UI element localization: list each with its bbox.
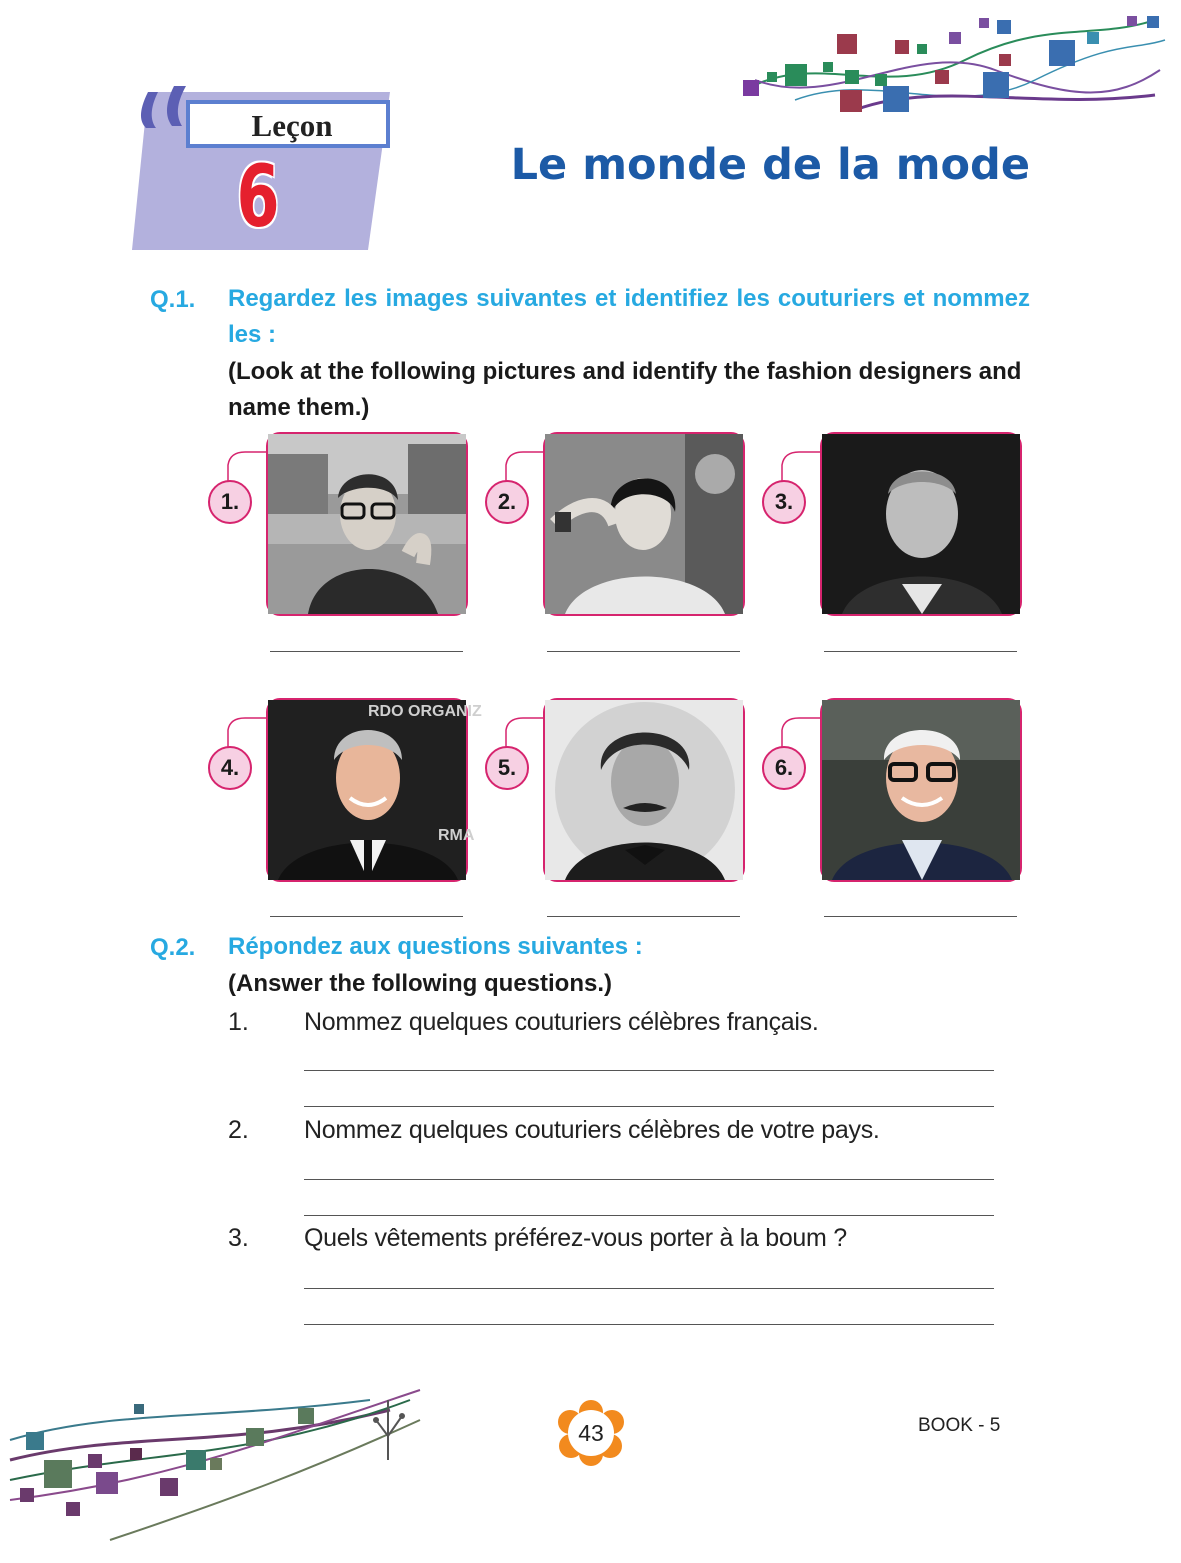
answer-line[interactable] — [304, 1288, 994, 1289]
lesson-number: 6 — [236, 147, 280, 247]
designer-photo-3 — [820, 432, 1022, 616]
answer-line[interactable] — [304, 1215, 994, 1216]
question-item-text: Nommez quelques couturiers célèbres de votre pays. — [304, 1116, 880, 1144]
answer-line[interactable] — [304, 1070, 994, 1071]
q1-instruction-english: (Look at the following pictures and identify the fashion designers and name them.) — [228, 358, 1022, 421]
book-label: BOOK - 5 — [918, 1415, 1001, 1436]
lesson-word: Leçon — [251, 108, 333, 143]
designer-photo-4 — [266, 698, 482, 882]
page-title: Le monde de la mode — [510, 140, 1030, 190]
question-item-text: Nommez quelques couturiers célèbres français. — [304, 1008, 819, 1036]
answer-line[interactable] — [270, 916, 463, 917]
answer-line[interactable] — [547, 651, 740, 652]
q2-number: Q.2. — [150, 934, 196, 961]
designer-photo-2 — [543, 432, 745, 616]
card-number-badge: 2. — [485, 480, 529, 524]
answer-line[interactable] — [304, 1179, 994, 1180]
question-item-number: 1. — [228, 1008, 249, 1036]
answer-line[interactable] — [824, 916, 1017, 917]
card-number-badge: 1. — [208, 480, 252, 524]
question-item-number: 3. — [228, 1224, 249, 1252]
footer-decoration — [10, 1380, 430, 1550]
card-number-badge: 6. — [762, 746, 806, 790]
q1-number: Q.1. — [150, 286, 196, 313]
photo-backdrop-text: RDO ORGANIZ — [368, 703, 482, 720]
photo-backdrop-text: RMA — [438, 827, 475, 844]
answer-line[interactable] — [304, 1324, 994, 1325]
card-number-badge: 3. — [762, 480, 806, 524]
page-number: 43 — [578, 1420, 604, 1446]
q2-instruction-french: Répondez aux questions suivantes : — [228, 933, 643, 960]
question-item-number: 2. — [228, 1116, 249, 1144]
answer-line[interactable] — [824, 651, 1017, 652]
q2-instruction-english: (Answer the following questions.) — [228, 970, 612, 997]
designer-photo-5 — [543, 698, 745, 882]
designer-photo-6 — [820, 698, 1022, 882]
answer-line[interactable] — [270, 651, 463, 652]
page-number-badge — [556, 1400, 626, 1466]
header-decoration — [735, 10, 1165, 120]
question-item-text: Quels vêtements préférez-vous porter à la boum ? — [304, 1224, 847, 1252]
answer-line[interactable] — [547, 916, 740, 917]
answer-line[interactable] — [304, 1106, 994, 1107]
card-number-badge: 5. — [485, 746, 529, 790]
q1-instruction-french: Regardez les images suivantes et identifiez les couturiers et nommez les : — [228, 285, 1030, 348]
designer-photo-1 — [266, 432, 468, 616]
card-number-badge: 4. — [208, 746, 252, 790]
